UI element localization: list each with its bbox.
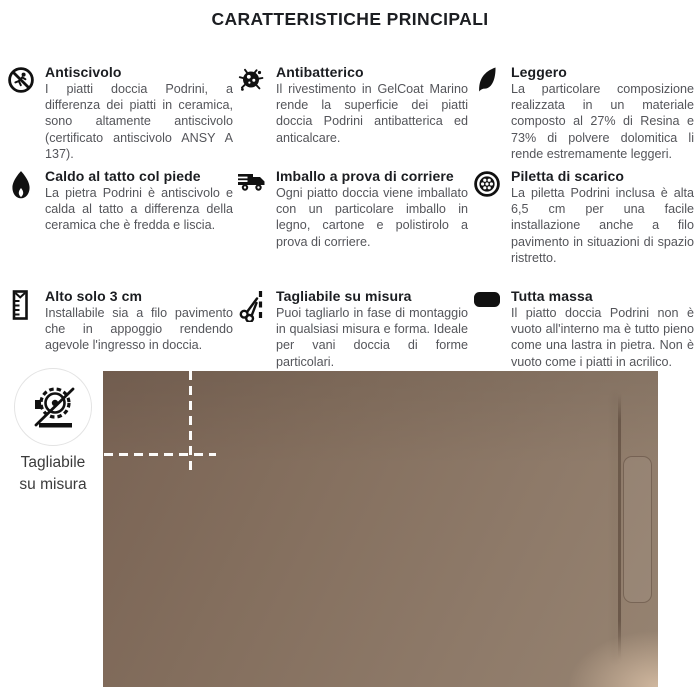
circular-saw-icon <box>14 368 92 446</box>
cut-mark-horizontal <box>104 453 216 456</box>
feature-description: Ogni piatto doccia viene imballato con un particolare imballo in legno, cartone e polistirolo a prova di corriere. <box>276 186 468 249</box>
delivery-truck-icon <box>236 168 267 250</box>
feature-description: La particolare composizione realizzata in un materiale composto al 27% di Resina e 73% di polvere dolomitica li rende estremamente leggeri. <box>511 82 694 161</box>
feature-caldo-al-tatto <box>5 168 233 234</box>
feature-leggero <box>471 64 694 162</box>
feature-antibatterico <box>236 64 468 146</box>
tray-slope-edge <box>618 393 621 661</box>
feature-description: Il piatto doccia Podrini non è vuoto all'interno ma è tutto pieno come una lastra in pietra. Non è vuoto come i piatti in acrilico. <box>511 306 694 369</box>
shower-tray-image <box>103 371 658 687</box>
features-grid <box>5 64 695 370</box>
feature-piletta <box>471 168 694 266</box>
feature-tutta-massa <box>471 288 694 370</box>
solid-mass-icon <box>471 288 502 370</box>
feature-title: Imballo a prova di corriere <box>276 168 454 184</box>
feature-description: La piletta Podrini inclusa è alta 6,5 cm per una facile installazione anche a filo pavimento in situazioni di spazio ristretto. <box>511 186 694 265</box>
linear-drain-cover <box>623 456 652 603</box>
feature-title: Tagliabile su misura <box>276 288 412 304</box>
feature-description: La pietra Podrini è antiscivolo e calda al tatto a differenza della ceramica che è fredda e liscia. <box>45 186 233 233</box>
feature-description: I piatti doccia Podrini, a differenza dei piatti in ceramica, sono altamente antiscivolo (certificato antiscivolo ANSY A 137). <box>45 82 233 161</box>
feature-description: Il rivestimento in GelCoat Marino rende la superficie dei piatti doccia Podrini antibatterica ed anticalcare. <box>276 82 468 145</box>
feature-title: Alto solo 3 cm <box>45 288 143 304</box>
feature-title: Leggero <box>511 64 567 80</box>
feature-title: Tutta massa <box>511 288 593 304</box>
drain-icon <box>471 168 502 266</box>
feather-icon <box>471 64 502 162</box>
feature-title: Antiscivolo <box>45 64 122 80</box>
feature-description: Installabile sia a filo pavimento che in appoggio rendendo agevole l'ingresso in doccia. <box>45 306 233 353</box>
flame-icon <box>5 168 36 234</box>
scissors-icon <box>236 288 267 370</box>
feature-title: Piletta di scarico <box>511 168 625 184</box>
feature-imballo <box>236 168 468 250</box>
feature-title: Antibatterico <box>276 64 364 80</box>
feature-antiscivolo <box>5 64 233 162</box>
feature-tagliabile <box>236 288 468 370</box>
badge-label: Tagliabile su misura <box>19 454 87 493</box>
ruler-icon <box>5 288 36 354</box>
feature-alto-3cm <box>5 288 233 354</box>
no-slip-icon <box>5 64 36 162</box>
cut-to-size-badge <box>12 368 94 495</box>
feature-description: Puoi tagliarlo in fase di montaggio in qualsiasi misura e forma. Ideale per vani doccia di forme particolari. <box>276 306 468 369</box>
feature-title: Caldo al tatto col piede <box>45 168 201 184</box>
bacteria-icon <box>236 64 267 146</box>
page-title: CARATTERISTICHE PRINCIPALI <box>211 9 489 29</box>
